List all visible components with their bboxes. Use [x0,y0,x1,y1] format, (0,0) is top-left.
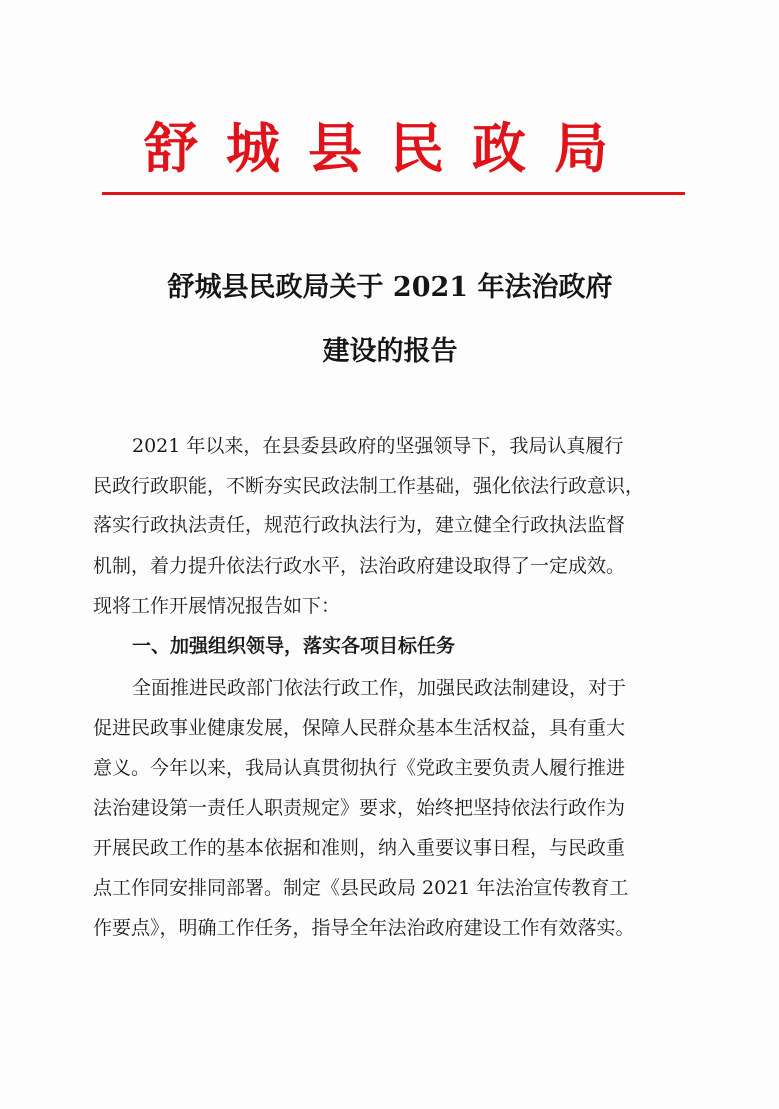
paragraph-line: 落实行政执法责任，规范行政执法行为，建立健全行政执法监督 [93,514,626,536]
paragraph-line: 现将工作开展情况报告如下： [93,595,341,617]
paragraph-line: 民政行政职能，不断夯实民政法制工作基础，强化依法行政意识， [93,475,645,497]
letterhead-org-name: 舒城县民政局 [144,116,636,180]
paragraph-line: 全面推进民政部门依法行政工作，加强民政法制建设，对于 [132,677,627,699]
paragraph-line: 作要点》，明确工作任务，指导全年法治政府建设工作有效落实。 [93,917,635,939]
section-heading: 一、加强组织领导，落实各项目标任务 [132,635,456,657]
paragraph-line: 意义。今年以来，我局认真贯彻执行《党政主要负责人履行推进 [93,757,626,779]
paragraph-line: 2021 年以来，在县委县政府的坚强领导下，我局认真履行 [132,435,624,457]
document-title-line-2: 建设的报告 [322,336,458,367]
paragraph-line: 法治建设第一责任人职责规定》要求，始终把坚持依法行政作为 [93,797,626,819]
letterhead-red-rule [102,192,685,195]
document-title-line-1: 舒城县民政局关于 2021 年法治政府 [167,272,613,303]
paragraph-line: 开展民政工作的基本依据和准则，纳入重要议事日程，与民政重 [93,837,626,859]
paragraph-line: 促进民政事业健康发展，保障人民群众基本生活权益，具有重大 [93,717,626,739]
paragraph-line: 点工作同安排同部署。制定《县民政局 2021 年法治宣传教育工 [93,877,629,899]
paragraph-line: 机制，着力提升依法行政水平，法治政府建设取得了一定成效。 [93,555,626,577]
